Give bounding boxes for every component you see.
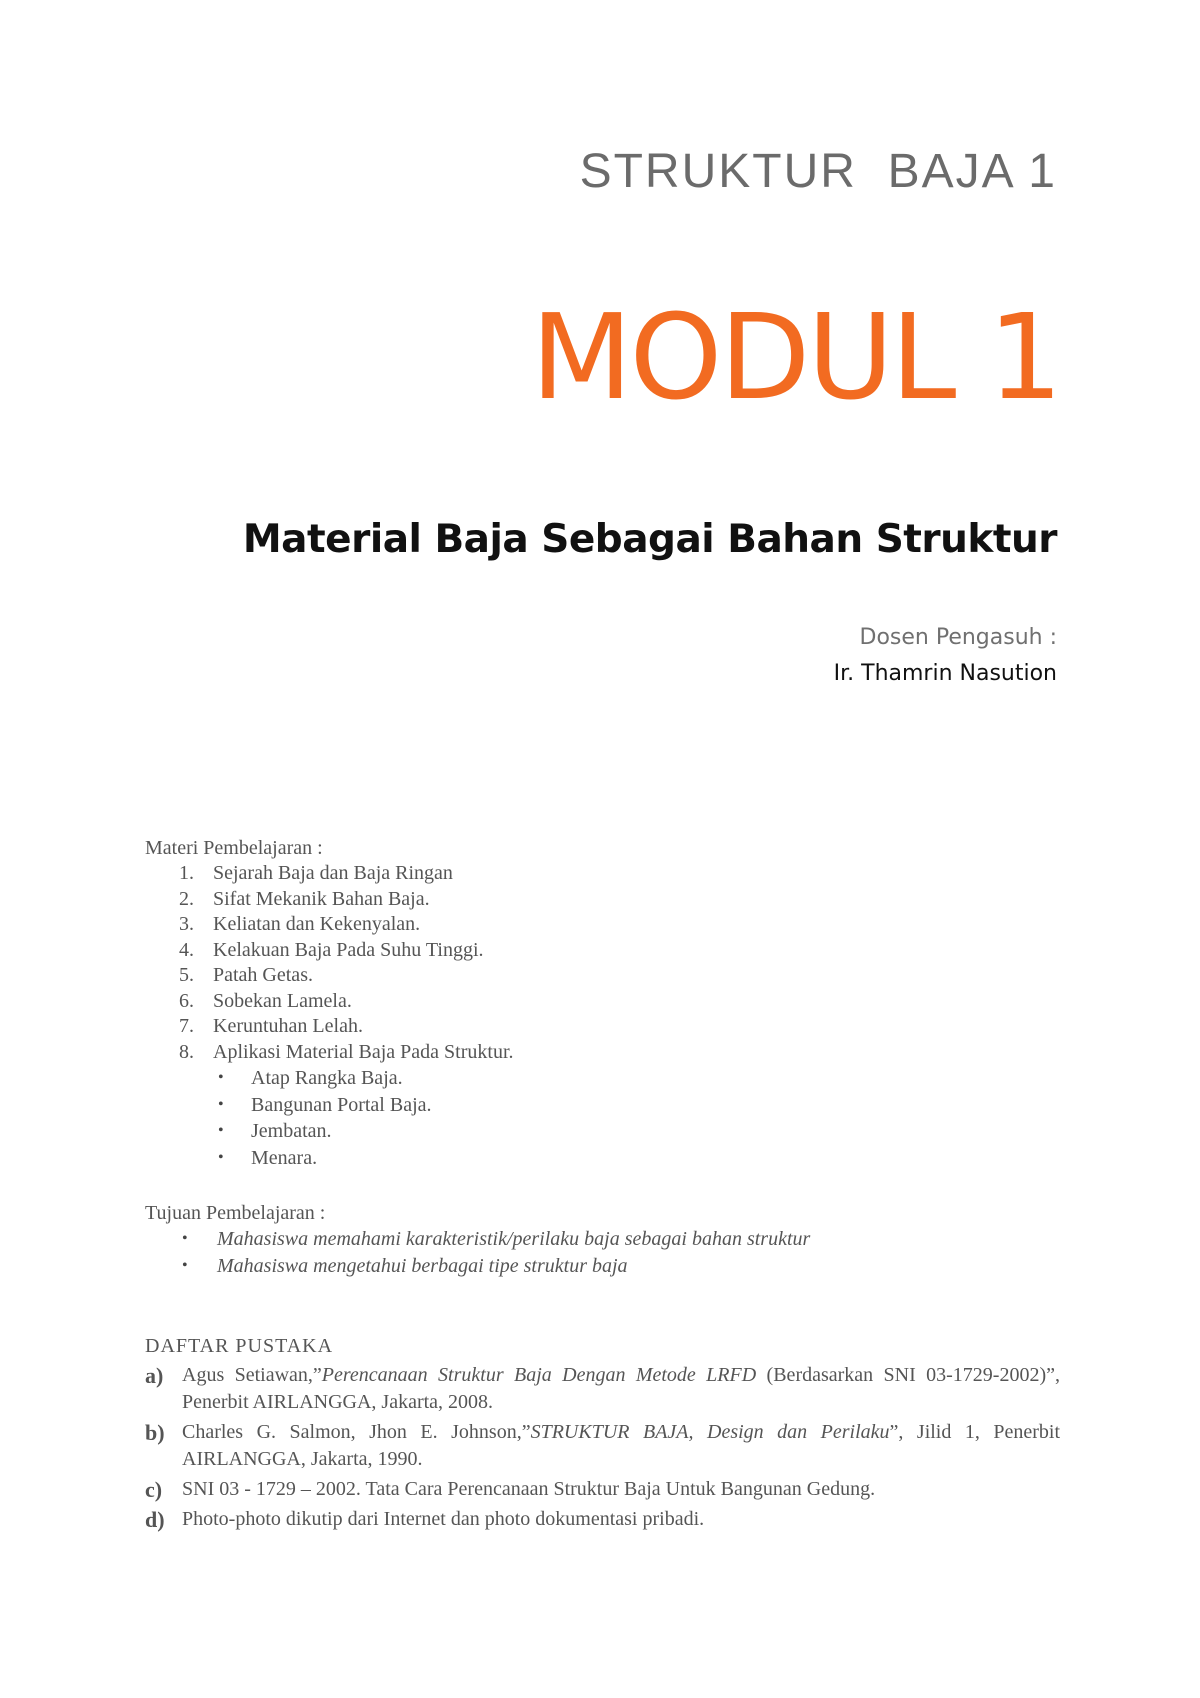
module-subtitle: Material Baja Sebagai Bahan Struktur xyxy=(242,517,1057,562)
sub-list-item xyxy=(145,1145,1060,1172)
reference-text-pre: Charles G. Salmon, Jhon E. Johnson,” xyxy=(182,1421,531,1443)
list-item xyxy=(145,989,1060,1015)
bullet-icon: • xyxy=(218,1122,224,1139)
goals-heading: Tujuan Pembelajaran : xyxy=(145,1202,326,1224)
course-title: STRUKTUR BAJA 1 xyxy=(579,145,1057,198)
reference-item xyxy=(145,1476,1060,1503)
bullet-icon: • xyxy=(218,1148,224,1166)
reference-letter: b) xyxy=(145,1420,165,1445)
list-text: Patah Getas. xyxy=(213,964,313,986)
list-item xyxy=(145,912,1060,938)
list-number: 5. xyxy=(179,964,194,986)
reference-letter: c) xyxy=(145,1477,163,1502)
reference-text-pre: Photo-photo dikutip dari Internet dan photo dokumentasi pribadi. xyxy=(182,1508,705,1530)
reference-letter: a) xyxy=(145,1363,164,1388)
reference-text-pre: Agus Setiawan,” xyxy=(182,1364,322,1386)
list-text: Keruntuhan Lelah. xyxy=(213,1015,363,1037)
sub-list-text: Bangunan Portal Baja. xyxy=(251,1093,432,1116)
application-sublist xyxy=(145,1065,1060,1171)
sub-list-text: Menara. xyxy=(251,1146,318,1169)
reference-text-post: ”, Jilid 1, Penerbit AIRLANGGA, Jakarta, 1990. xyxy=(182,1421,1060,1470)
goals-list xyxy=(145,1226,1060,1280)
list-number: 3. xyxy=(179,913,194,935)
bullet-icon: • xyxy=(182,1257,188,1274)
bullet-icon: • xyxy=(218,1095,224,1113)
list-text: Keliatan dan Kekenyalan. xyxy=(213,913,421,935)
reference-item xyxy=(145,1362,1060,1416)
list-item xyxy=(145,1014,1060,1040)
list-number: 4. xyxy=(179,938,194,961)
list-text: Sifat Mekanik Bahan Baja. xyxy=(213,887,430,910)
materials-section xyxy=(145,835,1060,1171)
sub-list-item xyxy=(145,1065,1060,1092)
materials-heading: Materi Pembelajaran : xyxy=(145,837,323,859)
list-number: 6. xyxy=(179,989,194,1012)
goal-item xyxy=(145,1253,1060,1280)
reference-text-pre: SNI 03 - 1729 – 2002. Tata Cara Perencanaan Struktur Baja Untuk Bangunan Gedung. xyxy=(182,1478,876,1500)
lecturer-name: Ir. Thamrin Nasution xyxy=(833,661,1057,686)
list-number: 7. xyxy=(179,1015,194,1037)
list-text: Aplikasi Material Baja Pada Struktur. xyxy=(213,1040,514,1063)
list-item xyxy=(145,938,1060,964)
module-title: MODUL 1 xyxy=(530,288,1060,426)
reference-item xyxy=(145,1419,1060,1473)
list-item xyxy=(145,861,1060,887)
list-number: 1. xyxy=(179,862,194,884)
reference-letter: d) xyxy=(145,1507,165,1532)
reference-item xyxy=(145,1506,1060,1533)
bullet-icon: • xyxy=(218,1069,224,1086)
list-number: 8. xyxy=(179,1040,194,1063)
goal-text: Mahasiswa mengetahui berbagai tipe struktur baja xyxy=(217,1255,628,1277)
sub-list-item xyxy=(145,1092,1060,1119)
goal-text: Mahasiswa memahami karakteristik/perilaku baja sebagai bahan struktur xyxy=(217,1228,811,1250)
list-text: Kelakuan Baja Pada Suhu Tinggi. xyxy=(213,938,484,961)
references-section xyxy=(145,1333,1060,1536)
sub-list-text: Jembatan. xyxy=(251,1120,332,1142)
list-item xyxy=(145,1040,1060,1066)
list-number: 2. xyxy=(179,887,194,910)
list-item xyxy=(145,963,1060,989)
reference-text-post: (Berdasarkan SNI 03-1729-2002)”, Penerbit AIRLANGGA, Jakarta, 2008. xyxy=(182,1364,1061,1413)
goal-item xyxy=(145,1226,1060,1253)
sub-list-text: Atap Rangka Baja. xyxy=(251,1067,403,1089)
reference-title: STRUKTUR BAJA, Design dan Perilaku xyxy=(530,1421,890,1443)
goals-section xyxy=(145,1200,1060,1280)
list-text: Sejarah Baja dan Baja Ringan xyxy=(213,862,453,884)
list-text: Sobekan Lamela. xyxy=(213,989,352,1012)
reference-title: Perencanaan Struktur Baja Dengan Metode LRFD xyxy=(321,1364,757,1386)
lecturer-label: Dosen Pengasuh : xyxy=(859,625,1057,650)
list-item xyxy=(145,887,1060,913)
sub-list-item xyxy=(145,1118,1060,1145)
references-heading: DAFTAR PUSTAKA xyxy=(145,1335,334,1357)
materials-list xyxy=(145,861,1060,1065)
bullet-icon: • xyxy=(182,1230,188,1247)
